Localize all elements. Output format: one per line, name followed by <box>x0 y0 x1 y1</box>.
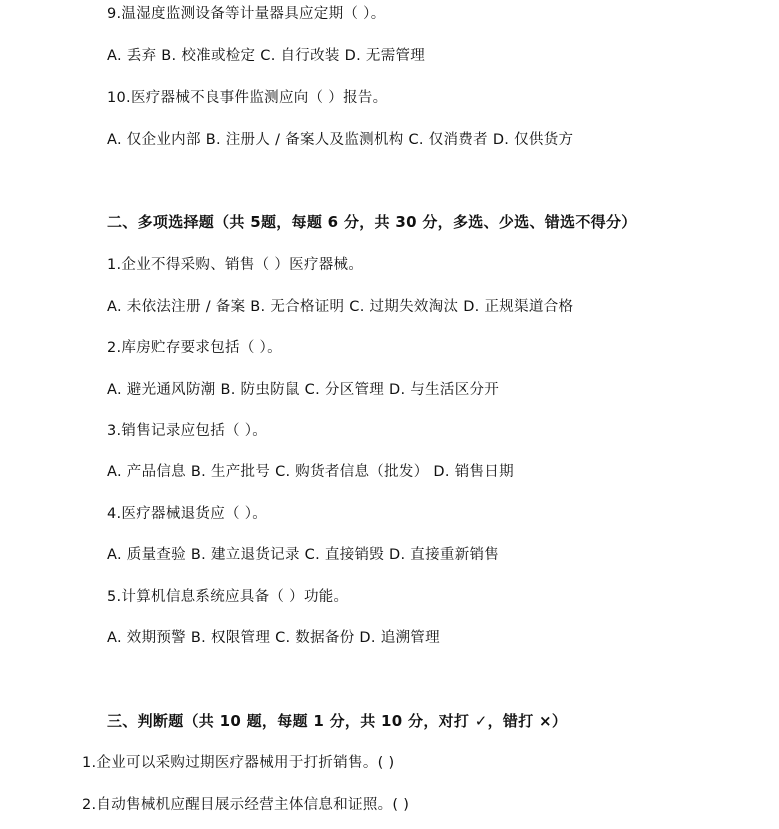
mc-question-3: 3.销售记录应包括（ ）。 <box>107 423 268 439</box>
section-true-false-heading: 三、判断题（共 10 题，每题 1 分，共 10 分，对打 ✓，错打 ×） <box>107 712 568 730</box>
mc-question-5-options: A. 效期预警 B. 权限管理 C. 数据备份 D. 追溯管理 <box>107 630 440 646</box>
mc-question-2-options: A. 避光通风防潮 B. 防虫防鼠 C. 分区管理 D. 与生活区分开 <box>107 382 500 398</box>
mc-question-1-options: A. 未依法注册 / 备案 B. 无合格证明 C. 过期失效淘汰 D. 正规渠道合格 <box>107 299 574 315</box>
mc-question-3-options: A. 产品信息 B. 生产批号 C. 购货者信息（批发） D. 销售日期 <box>107 464 514 480</box>
mc-question-5: 5.计算机信息系统应具备（ ）功能。 <box>107 589 349 605</box>
mc-question-4-options: A. 质量查验 B. 建立退货记录 C. 直接销毁 D. 直接重新销售 <box>107 547 500 563</box>
question-10-options: A. 仅企业内部 B. 注册人 / 备案人及监测机构 C. 仅消费者 D. 仅供货方 <box>107 132 574 148</box>
question-9-options: A. 丢弃 B. 校准或检定 C. 自行改装 D. 无需管理 <box>107 48 426 64</box>
question-9: 9.温湿度监测设备等计量器具应定期（ ）。 <box>107 6 386 22</box>
question-10: 10.医疗器械不良事件监测应向（ ）报告。 <box>107 90 388 106</box>
tf-question-1: 1.企业可以采购过期医疗器械用于打折销售。( ) <box>82 755 395 771</box>
tf-question-2: 2.自动售械机应醒目展示经营主体信息和证照。( ) <box>82 797 410 813</box>
mc-question-1: 1.企业不得采购、销售（ ）医疗器械。 <box>107 257 364 273</box>
mc-question-4: 4.医疗器械退货应（ ）。 <box>107 506 268 522</box>
mc-question-2: 2.库房贮存要求包括（ ）。 <box>107 340 282 356</box>
section-multiple-choice-heading: 二、多项选择题（共 5题，每题 6 分，共 30 分，多选、少选、错选不得分） <box>107 213 637 231</box>
